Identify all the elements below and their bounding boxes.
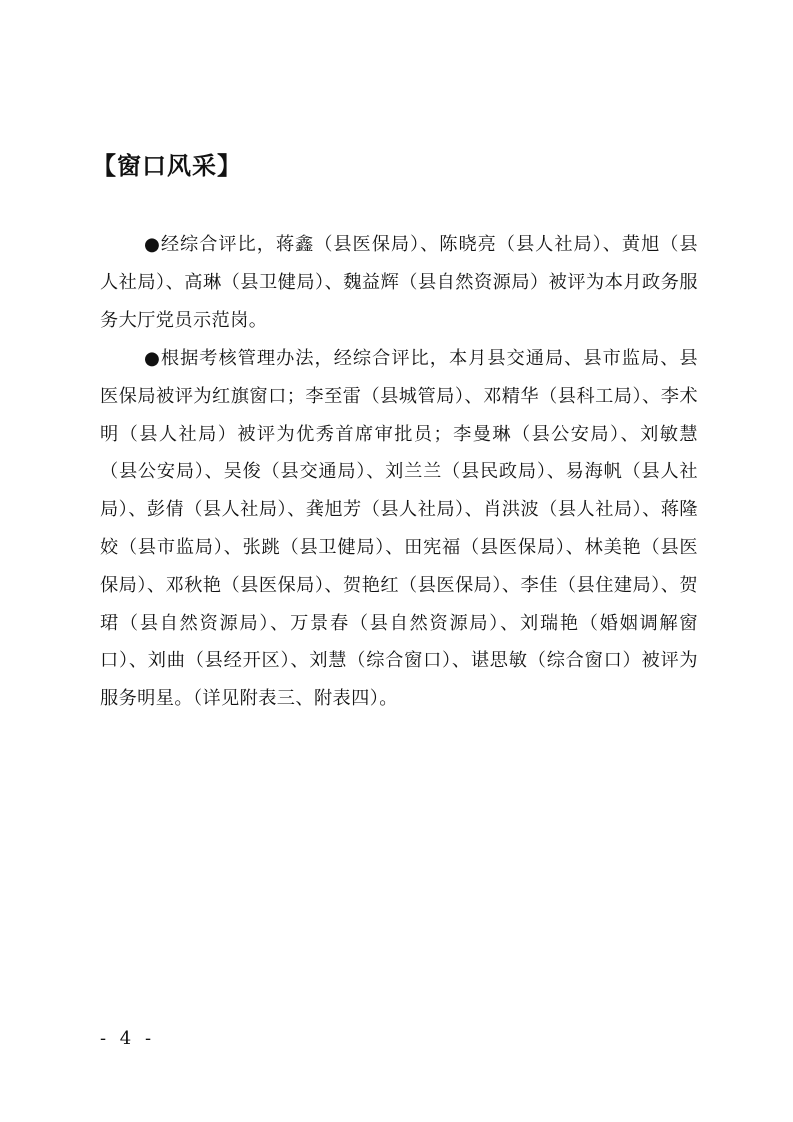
paragraph-service-stars: ●根据考核管理办法，经综合评比，本月县交通局、县市监局、县医保局被评为红旗窗口；李至雷（县城管局）、邓精华（县科工局）、李术明（县人社局）被评为优秀首席审批员；李曼琳（县公安局）、刘敏慧（县公安局）、吴俊（县交通局）、刘兰兰（县民政局）、易海帆（县人社局）、彭倩（县人社局）、龚旭芳（县人社局）、肖洪波（县人社局）、蒋隆姣（县市监局）、张跳（县卫健局）、田宪福（县医保局）、林美艳（县医保局）、邓秋艳（县医保局）、贺艳红（县医保局）、李佳（县住建局）、贺珺（县自然资源局）、万景春（县自然资源局）、刘瑞艳（婚姻调解窗口）、刘曲（县经开区）、刘慧（综合窗口）、谌思敏（综合窗口）被评为服务明星。（详见附表三、附表四）。: [100, 348, 698, 710]
paragraph-model-posts: ●经综合评比，蒋鑫（县医保局）、陈晓亮（县人社局）、黄旭（县人社局）、高琳（县卫健局）、魏益辉（县自然资源局）被评为本月政务服务大厅党员示范岗。: [100, 234, 698, 331]
section-title: 【窗口风采】: [92, 152, 242, 180]
page-number: - 4 -: [100, 1028, 156, 1049]
